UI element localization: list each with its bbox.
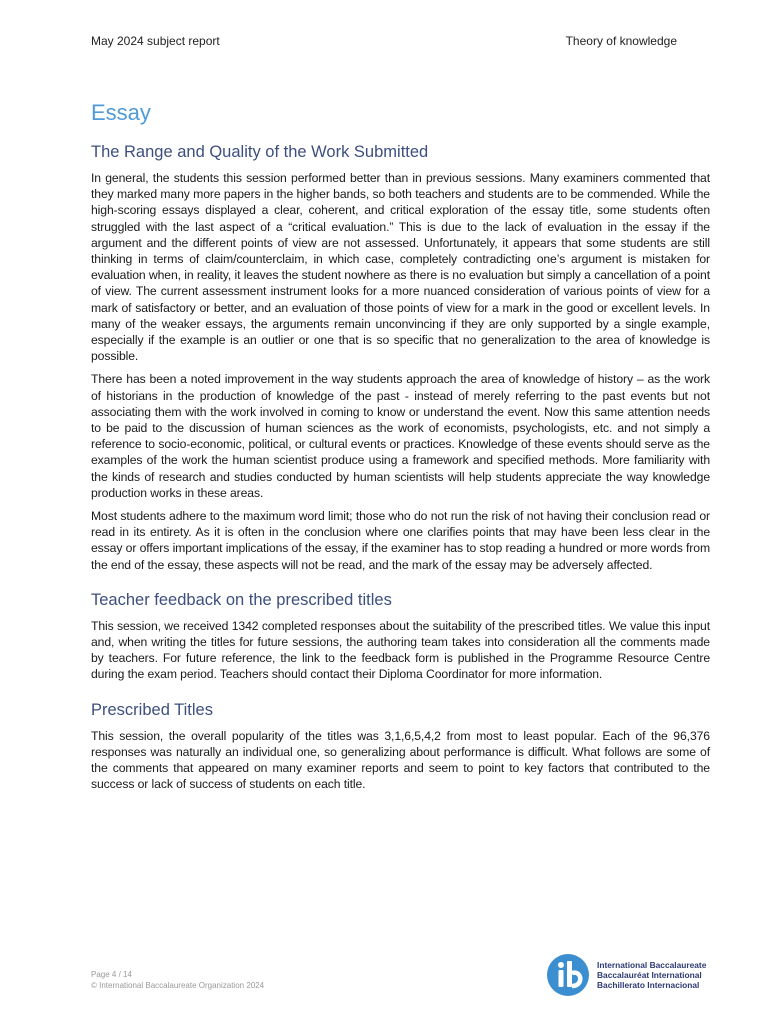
paragraph: There has been a noted improvement in the way students approach the area of knowledge of history – as the work of historians in the production of knowledge of the past - instead of merely referring to the past events but not associating them with the work involved in coming to know or understand the event. Now this same attention needs to be paid to the discussion of human sciences as the work of economists, psychologists, etc. and not simply a reference to socio-economic, political, or cultural events or practices. Knowledge of these events should serve as the examples of the work the human scientist produce using a framework and specified methods. More familiarity with the kinds of research and studies conducted by human scientists will help students appreciate the way knowledge production works in these areas. [91,372,710,500]
header-report-title: May 2024 subject report [91,34,220,48]
ib-logo-icon [546,953,590,997]
running-header [91,34,677,48]
ib-logo [546,953,706,997]
footer [91,969,264,991]
paragraph: Most students adhere to the maximum word limit; those who do not run the risk of not having their conclusion read or read in its entirety. As it is often in the conclusion where one clarifies points that may have been less clear in the essay or offers important implications of the essay, if the examiner has to stop reading a hundred or more words from the end of the essay, these aspects will not be read, and the mark of the essay may be adversely affected. [91,509,710,572]
heading-range-quality: The Range and Quality of the Work Submitted [91,143,429,161]
logo-line: Bachillerato Internacional [597,980,700,991]
header-subject: Theory of knowledge [565,34,677,48]
logo-line: Baccalauréat International [597,969,702,980]
copyright: © International Baccalaureate Organization 2024 [91,981,265,990]
heading-prescribed-titles: Prescribed Titles [91,700,213,719]
page-number: Page 4 / 14 [91,970,132,979]
heading-teacher-feedback: Teacher feedback on the prescribed titles [91,590,392,609]
section-title: Essay [91,100,151,125]
main-content [91,100,710,800]
logo-line: International Baccalaureate [597,959,707,970]
logo-wordmark [597,960,706,991]
paragraph: This session, we received 1342 completed responses about the suitability of the prescribed titles. We value this input and, when writing the titles for future sessions, the authoring team takes into consideration all the comments made by teachers. For future reference, the link to the feedback form is published in the Programme Resource Centre during the exam period. Teachers should contact their Diploma Coordinator for more information. [91,618,710,682]
paragraph: This session, the overall popularity of the titles was 3,1,6,5,4,2 from most to least popular. Each of the 96,376 responses was naturally an individual one, so generalizing about performance is difficult. What follows are some of the comments that appeared on many examiner reports and seem to point to key factors that contributed to the success or lack of success of students on each title. [91,728,710,792]
paragraph: In general, the students this session performed better than in previous sessions. Many examiners commented that they marked many more papers in the higher bands, so both teachers and students are to be commended. While the high-scoring essays displayed a clear, coherent, and critical exploration of the essay title, some students often struggled with the last aspect of a “critical evaluation.” This is due to the lack of evaluation in the essay if the argument and the different points of view are not assessed. Unfortunately, it appears that some students are still thinking in terms of claim/counterclaim, in which case, completely contradicting one’s argument is mistaken for evaluation when, in reality, it leaves the student nowhere as there is no evaluation but simply a cancellation of a point of view. The current assessment instrument looks for a more nuanced consideration of various points of view for a mark of satisfactory or better, and an evaluation of those points of view for a mark in the good or excellent levels. In many of the weaker essays, the arguments remain unconvincing if they are only supported by a single example, especially if the example is an outlier or one that is so specific that no generalization to the area of knowledge is possible. [91,171,710,364]
